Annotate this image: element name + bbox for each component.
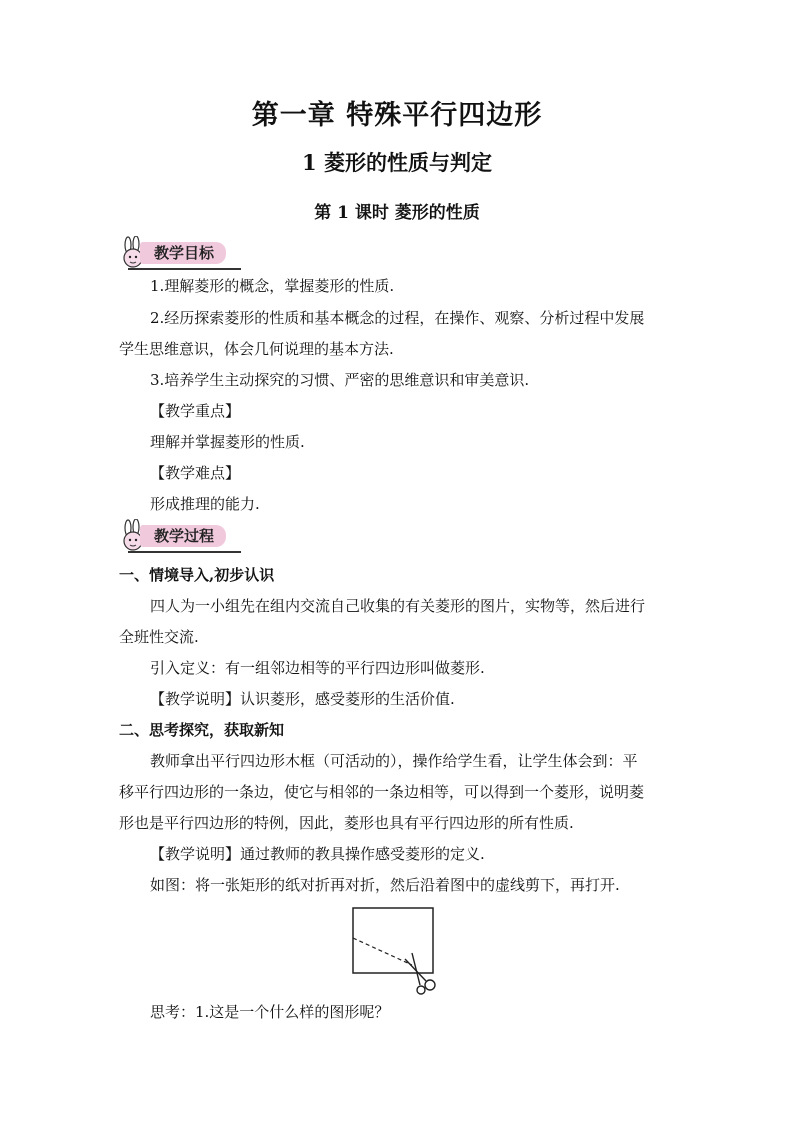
section-1-note: 【教学说明】认识菱形，感受菱形的生活价值. <box>150 690 455 708</box>
badge-underline <box>128 268 241 270</box>
section-1-para-1-line-1: 四人为一小组先在组内交流自己收集的有关菱形的图片，实物等，然后进行 <box>150 597 646 615</box>
goal-3: 3.培养学生主动探究的习惯、严密的思维意识和审美意识. <box>150 371 530 389</box>
section-2-heading: 二、思考探究，获取新知 <box>119 721 285 739</box>
lesson-title: 第 1 课时 菱形的性质 <box>314 203 480 223</box>
goal-2-line-2: 学生思维意识，体会几何说理的基本方法. <box>119 340 394 358</box>
goals-badge-label: 教学目标 <box>140 242 226 264</box>
chapter-title: 第一章 特殊平行四边形 <box>251 100 543 131</box>
badge-underline <box>128 551 241 553</box>
section-1-para-1-line-2: 全班性交流. <box>119 628 199 646</box>
section-2-para-1-line-3: 形也是平行四边形的特例，因此，菱形也具有平行四边形的所有性质. <box>119 814 574 832</box>
section-title: 1 菱形的性质与判定 <box>302 150 492 175</box>
section-2-para-1-line-2: 移平行四边形的一条边，使它与相邻的一条边相等，可以得到一个菱形，说明菱 <box>119 783 645 801</box>
difficulty-label: 【教学难点】 <box>150 464 241 482</box>
section-1-definition: 引入定义：有一组邻边相等的平行四边形叫做菱形. <box>150 659 485 677</box>
goal-1: 1.理解菱形的概念，掌握菱形的性质. <box>150 277 395 295</box>
process-badge <box>118 519 243 559</box>
difficulty-text: 形成推理的能力. <box>150 495 260 513</box>
section-1-heading: 一、情境导入,初步认识 <box>119 566 275 584</box>
goals-badge <box>118 236 243 276</box>
thinking-question-1: 思考：1.这是一个什么样的图形呢？ <box>150 1003 390 1021</box>
section-2-para-2: 如图：将一张矩形的纸对折再对折，然后沿着图中的虚线剪下，再打开. <box>150 876 620 894</box>
process-badge-label: 教学过程 <box>140 525 226 547</box>
section-2-para-1-line-1: 教师拿出平行四边形木框（可活动的），操作给学生看，让学生体会到：平 <box>150 752 638 770</box>
key-point-label: 【教学重点】 <box>150 402 241 420</box>
folded-paper-figure <box>350 905 440 995</box>
goal-2-line-1: 2.经历探索菱形的性质和基本概念的过程，在操作、观察、分析过程中发展 <box>150 309 645 327</box>
section-2-note: 【教学说明】通过教师的教具操作感受菱形的定义. <box>150 845 485 863</box>
key-point-text: 理解并掌握菱形的性质. <box>150 433 305 451</box>
folded-paper-rectangle <box>353 908 433 973</box>
